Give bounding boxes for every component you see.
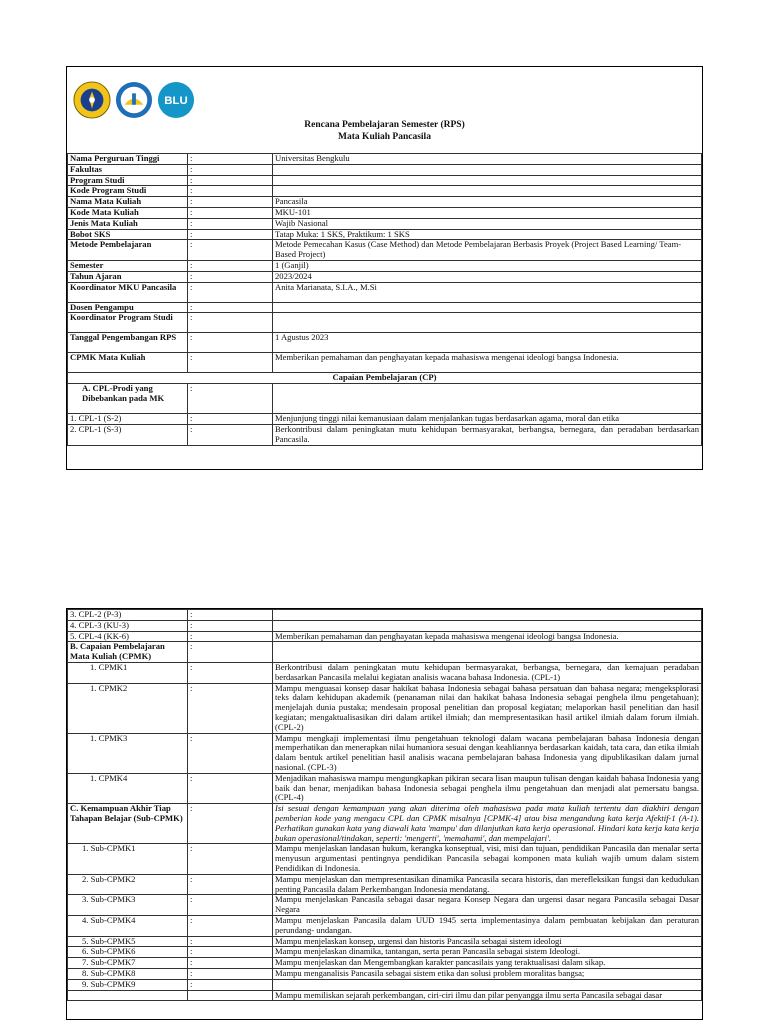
row-label: 1. CPL-1 (S-2): [68, 414, 188, 425]
row-value: Tatap Muka: 1 SKS, Praktikum: 1 SKS: [273, 229, 702, 240]
row-colon: :: [188, 642, 273, 663]
row-label: Nama Perguruan Tinggi: [68, 154, 188, 165]
rps-info-table: [67, 153, 702, 446]
row-value: [273, 164, 702, 175]
row-label: Dosen Pengampu: [68, 302, 188, 313]
row-value: [273, 384, 702, 414]
cp-section-heading: Capaian Pembelajaran (CP): [68, 373, 702, 384]
row-colon: :: [188, 844, 273, 874]
row-colon: :: [188, 915, 273, 936]
row-label: 1. CPMK4: [68, 773, 188, 803]
row-colon: :: [188, 683, 273, 733]
row-label: 6. Sub-CPMK6: [68, 947, 188, 958]
page-1-frame: [66, 66, 703, 470]
cpmk-row: [68, 662, 702, 683]
row-value: Mampu menjelaskan Pancasila sebagai dasar negara Konsep Negara dan urgensi dasar negara Pancasila sebagai Dasar Negara: [273, 895, 702, 916]
row-value: [273, 620, 702, 631]
row-colon: :: [188, 302, 273, 313]
row-label: 1. CPMK1: [68, 662, 188, 683]
row-label: 4. Sub-CPMK4: [68, 915, 188, 936]
row-value: Mampu menjelaskan konsep, urgensi dan historis Pancasila sebagai sistem ideologi: [273, 936, 702, 947]
row-label: CPMK Mata Kuliah: [68, 353, 188, 373]
row-colon: :: [188, 947, 273, 958]
row-label: 1. CPMK2: [68, 683, 188, 733]
row-colon: :: [188, 164, 273, 175]
row-value: Isi sesuai dengan kemampuan yang akan diterima oleh mahasiswa pada mata kuliah tertentu dan diakhiri dengan pemberian kode yang mengacu CPL dan CPMK misalnya [CPMK-4] atau bisa mengandung kata kerja Afektif-1 (A-1). Perhatikan gunakan kata yang diawali kata 'mampu' dan dilanjutkan kata kerja operasional. Hindari kata kerja kata kerja bukan operasional/tindakan, seperti: 'mengerti', 'memahami', dan mempelajari'.: [273, 804, 702, 844]
row-label: 3. CPL-2 (P-3): [68, 610, 188, 621]
blu-logo-text: BLU: [164, 94, 188, 107]
row-value: Mampu menjelaskan dinamika, tantangan, serta peran Pancasila sebagai sistem Ideologi.: [273, 947, 702, 958]
row-value: MKU-101: [273, 207, 702, 218]
row-label: Semester: [68, 260, 188, 271]
row-label: 3. Sub-CPMK3: [68, 895, 188, 916]
cpmk-row: [68, 773, 702, 803]
row-colon: :: [188, 282, 273, 302]
info-row: [68, 282, 702, 302]
row-value: Mampu menjelaskan landasan hukum, kerangka konseptual, visi, misi dan tujuan, pendidikan Pancasila dan menalar serta menyusun argumentasi pentingnya pendidikan Pancasila sebagai komponen mata kuliah wajib umum dalam sistem Pendidikan di Indonesia.: [273, 844, 702, 874]
row-colon: :: [188, 384, 273, 414]
cpl-row: [68, 620, 702, 631]
row-colon: :: [188, 260, 273, 271]
logo-group: [73, 81, 195, 119]
row-value: Wajib Nasional: [273, 218, 702, 229]
row-colon: :: [188, 958, 273, 969]
row-colon: :: [188, 218, 273, 229]
row-value: [273, 610, 702, 621]
row-value: Universitas Bengkulu: [273, 154, 702, 165]
row-value: Berkontribusi dalam peningkatan mutu kehidupan bermasyarakat, berbangsa, bernegara, dan peradaban berdasarkan Pancasila.: [273, 424, 702, 445]
info-row: [68, 229, 702, 240]
info-row: [68, 207, 702, 218]
row-colon: :: [188, 968, 273, 979]
row-colon: :: [188, 186, 273, 197]
info-row: [68, 154, 702, 165]
row-colon: :: [188, 333, 273, 353]
row-label: 2. Sub-CPMK2: [68, 874, 188, 895]
row-value: Mampu menguasai konsep dasar hakikat bahasa Indonesia sebagai bahasa persatuan dan bahasa negara; mengeksplorasi teks dalam kehidupan akademik (penanaman nilai dan hakikat bahasa Indonesia sebagai penghela ilmu pengetahuan); menjelajah dunia pustaka; mendesain proposal penelitian dan proposal kegiatan; melaporkan hasil penelitian dan hasil kegiatan; mengaktualisasikan diri dalam artikel ilmiah; dan mempresentasikan hasil artikel ilmiah dalam forum ilmiah. (CPL-2): [273, 683, 702, 733]
cpl-row: [68, 414, 702, 425]
row-label: 5. CPL-4 (KK-6): [68, 631, 188, 642]
row-value: Pancasila: [273, 197, 702, 208]
row-label: 9. Sub-CPMK9: [68, 979, 188, 990]
row-value: 2023/2024: [273, 271, 702, 282]
row-colon: :: [188, 662, 273, 683]
row-value: 1 Agustus 2023: [273, 333, 702, 353]
info-row: [68, 333, 702, 353]
row-colon: :: [188, 895, 273, 916]
row-value: Mampu menganalisis Pancasila sebagai sistem etika dan solusi problem moralitas bangsa;: [273, 968, 702, 979]
row-label: Jenis Mata Kuliah: [68, 218, 188, 229]
subcpmk-row: [68, 958, 702, 969]
row-value: [273, 186, 702, 197]
subcpmk-heading-row: [68, 804, 702, 844]
subcpmk-row: [68, 968, 702, 979]
row-colon: :: [188, 271, 273, 282]
row-value: Berkontribusi dalam peningkatan mutu kehidupan bermasyarakat, berbangsa, bernegara, dan kemajuan peradaban berdasarkan Pancasila melalui kegiatan analisis wacana bahasa Indonesia. (CPL-1): [273, 662, 702, 683]
row-colon: :: [188, 733, 273, 773]
kemdikbud-logo-icon: [115, 81, 153, 119]
row-colon: :: [188, 207, 273, 218]
row-colon: :: [188, 804, 273, 844]
row-colon: :: [188, 353, 273, 373]
row-label: C. Kemampuan Akhir Tiap Tahapan Belajar (Sub-CPMK): [68, 804, 188, 844]
row-colon: :: [188, 229, 273, 240]
row-label: 2. CPL-1 (S-3): [68, 424, 188, 445]
row-colon: :: [188, 154, 273, 165]
row-label: Tanggal Pengembangan RPS: [68, 333, 188, 353]
row-label: Koordinator MKU Pancasila: [68, 282, 188, 302]
row-label: Bobot SKS: [68, 229, 188, 240]
row-colon: :: [188, 424, 273, 445]
info-row: [68, 313, 702, 333]
row-value: [273, 313, 702, 333]
info-row: [68, 175, 702, 186]
row-value: 1 (Ganjil): [273, 260, 702, 271]
subcpmk-row: [68, 947, 702, 958]
row-colon: :: [188, 631, 273, 642]
row-label: Metode Pembelajaran: [68, 240, 188, 261]
row-colon: :: [188, 175, 273, 186]
cp-section-row: [68, 373, 702, 384]
row-colon: :: [188, 414, 273, 425]
subcpmk-row: [68, 936, 702, 947]
row-label: 1. Sub-CPMK1: [68, 844, 188, 874]
unib-logo-icon: [73, 81, 111, 119]
row-value: Mampu mengkaji implementasi ilmu pengetahuan teknologi dalam wacana pembelajaran bahasa Indonesia dengan memperhatikan dan menerapkan nilai humaniora sesuai dengan keahliannya berdasarkan kaidah, tata cara, dan etika ilmiah dalam bentuk artikel penelitian hasil analisis wacana pembelajaran bahasa Indonesia yang dipublikasikan dalam jurnal nasional. (CPL-3): [273, 733, 702, 773]
row-value: Memberikan pemahaman dan penghayatan kepada mahasiswa mengenai ideologi bangsa Indonesia.: [273, 353, 702, 373]
row-colon: :: [188, 313, 273, 333]
cpmk-row: [68, 733, 702, 773]
blu-logo-icon: [157, 81, 195, 119]
row-value: Anita Marianata, S.I.A., M.Si: [273, 282, 702, 302]
subcpmk-row: [68, 915, 702, 936]
trailing-text: Mampu memiliskan sejarah perkembangan, ciri-ciri ilmu dan pilar penyangga ilmu serta Pancasila sebagai dasar: [273, 990, 702, 1001]
row-value: [273, 979, 702, 990]
row-value: Menjunjung tinggi nilai kemanusiaan dalam menjalankan tugas berdasarkan agama, moral dan etika: [273, 414, 702, 425]
row-label: 4. CPL-3 (KU-3): [68, 620, 188, 631]
row-value: Memberikan pemahaman dan penghayatan kepada mahasiswa mengenai ideologi bangsa Indonesia.: [273, 631, 702, 642]
row-colon: :: [188, 610, 273, 621]
row-colon: :: [188, 874, 273, 895]
row-label: 8. Sub-CPMK8: [68, 968, 188, 979]
row-label: Fakultas: [68, 164, 188, 175]
row-colon: :: [188, 773, 273, 803]
info-row: [68, 302, 702, 313]
subcpmk-row: [68, 979, 702, 990]
info-row: [68, 164, 702, 175]
row-colon: :: [188, 197, 273, 208]
row-value: Mampu menjelaskan Pancasila dalam UUD 1945 serta implementasinya dalam pembuatan kebijakan dan peraturan perundang- undangan.: [273, 915, 702, 936]
cpl-row: [68, 631, 702, 642]
info-row: [68, 271, 702, 282]
row-label: 5. Sub-CPMK5: [68, 936, 188, 947]
row-label: Kode Program Studi: [68, 186, 188, 197]
row-label: 1. CPMK3: [68, 733, 188, 773]
trailing-row: [68, 990, 702, 1001]
row-label: Koordinator Program Studi: [68, 313, 188, 333]
row-value: Mampu menjelaskan dan Mengembangkan karakter pancasilais yang teraktualisasi dalam sikap.: [273, 958, 702, 969]
document-title: [67, 119, 702, 143]
row-label: Nama Mata Kuliah: [68, 197, 188, 208]
row-value: [273, 175, 702, 186]
rps-outcomes-table: [67, 609, 702, 1001]
info-row: [68, 353, 702, 373]
page-2-frame: [66, 608, 703, 1020]
row-label: [68, 990, 188, 1001]
row-colon: :: [188, 620, 273, 631]
row-value: [273, 302, 702, 313]
row-label: Kode Mata Kuliah: [68, 207, 188, 218]
row-label: 7. Sub-CPMK7: [68, 958, 188, 969]
subcpmk-row: [68, 895, 702, 916]
info-row: [68, 260, 702, 271]
row-colon: :: [188, 979, 273, 990]
row-colon: :: [188, 240, 273, 261]
row-label: A. CPL-Prodi yang Dibebankan pada MK: [68, 384, 188, 414]
info-row: [68, 186, 702, 197]
row-value: Metode Pemecahan Kasus (Case Method) dan Metode Pembelajaran Berbasis Proyek (Project Based Learning/ Team-Based Project): [273, 240, 702, 261]
cpl-row: [68, 610, 702, 621]
cpl-row: [68, 424, 702, 445]
row-value: Menjadikan mahasiswa mampu mengungkapkan pikiran secara lisan maupun tulisan dengan kaidah bahasa Indonesia yang baik dan benar, menjadikan bahasa Indonesia sebagai penghela ilmu pengetahuan dan menjadi alat pemersatu bangsa. (CPL-4): [273, 773, 702, 803]
row-label: Tahun Ajaran: [68, 271, 188, 282]
title-line-1: Rencana Pembelajaran Semester (RPS): [304, 120, 465, 130]
info-row: [68, 218, 702, 229]
subcpmk-row: [68, 844, 702, 874]
row-colon: :: [188, 936, 273, 947]
row-colon: [188, 990, 273, 1001]
title-line-2: Mata Kuliah Pancasila: [338, 132, 431, 142]
cpl-heading-row: [68, 384, 702, 414]
row-label: B. Capaian Pembelajaran Mata Kuliah (CPMK): [68, 642, 188, 663]
row-value: Mampu menjelaskan dan mempresentasikan dinamika Pancasila secara historis, dan merefleksikan fungsi dan kedudukan penting Pancasila dalam Perkembangan Indonesia mendatang.: [273, 874, 702, 895]
subcpmk-row: [68, 874, 702, 895]
info-row: [68, 240, 702, 261]
row-value: [273, 642, 702, 663]
info-row: [68, 197, 702, 208]
row-label: Program Studi: [68, 175, 188, 186]
cpmk-heading-row: [68, 642, 702, 663]
cpmk-row: [68, 683, 702, 733]
